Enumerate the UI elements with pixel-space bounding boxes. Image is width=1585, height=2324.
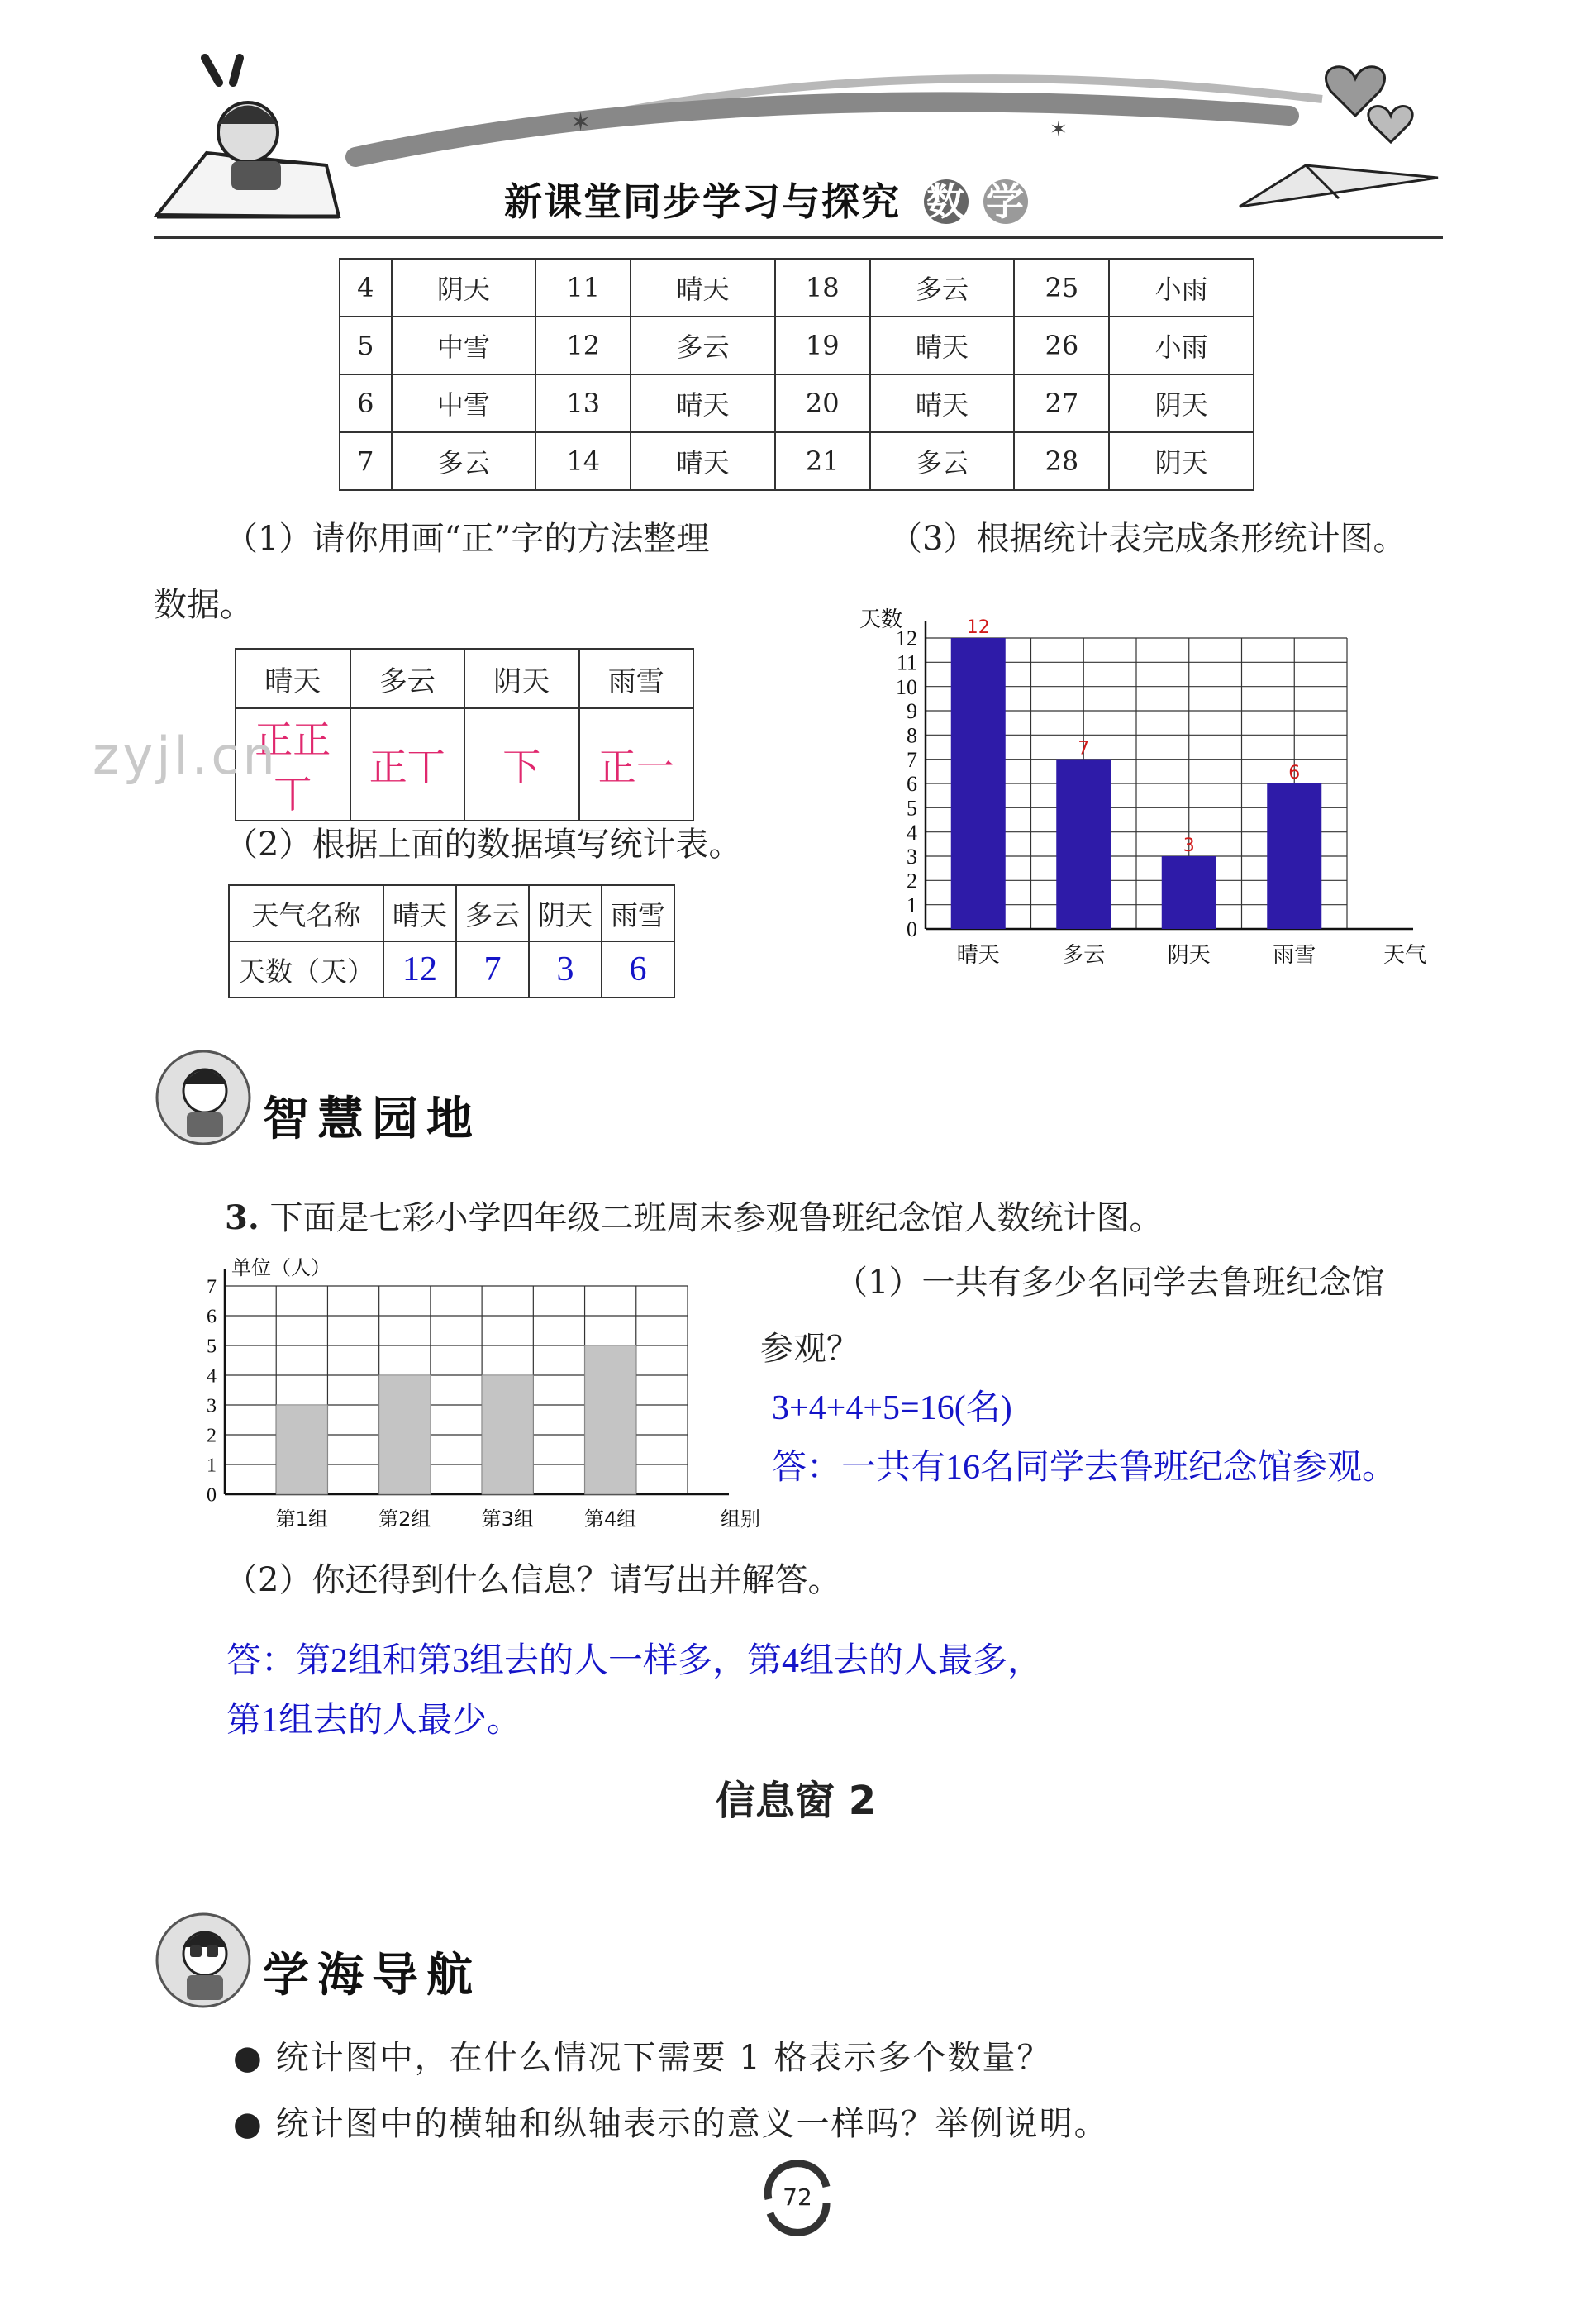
y-tick-label: 0: [907, 917, 917, 942]
sub1-line1: （1）一共有多少名同学去鲁班纪念馆: [835, 1264, 1385, 1302]
weather-cell: 阴天: [1109, 374, 1254, 432]
calc-text: 3+4+4+5=16(名): [772, 1389, 1012, 1427]
weather-cell: 多云: [870, 432, 1015, 490]
day-cell: 13: [535, 374, 631, 432]
y-tick-label: 6: [207, 1306, 217, 1328]
weather-cell: 晴天: [631, 374, 775, 432]
weather-row: [340, 317, 1254, 374]
day-cell: 6: [340, 374, 392, 432]
bar: [379, 1375, 431, 1494]
bar: [482, 1375, 533, 1494]
y-tick-label: 2: [907, 869, 917, 893]
x-axis-label: 组别: [721, 1507, 760, 1531]
stat-row-label: 天数（天）: [229, 941, 383, 998]
day-cell: 27: [1014, 374, 1109, 432]
day-cell: 11: [535, 259, 631, 317]
header-title: 新课堂同步学习与探究 数 学: [504, 172, 1028, 226]
tally-header: 多云: [350, 649, 465, 708]
subject-badge: 学: [983, 179, 1028, 224]
star-icon: ✶: [1050, 117, 1068, 142]
y-axis-label: 天数: [859, 607, 903, 632]
visitors-bar-chart: [190, 1248, 760, 1537]
weather-cell: 多云: [870, 259, 1015, 317]
day-cell: 7: [340, 432, 392, 490]
weather-cell: 晴天: [631, 432, 775, 490]
tally-header: 雨雪: [579, 649, 694, 708]
section-title-wisdom: 智慧园地: [263, 1093, 481, 1146]
stat-value: 12: [383, 941, 456, 998]
stat-value: 6: [602, 941, 674, 998]
stat-value: 7: [456, 941, 529, 998]
info-window-title: 信息窗 2: [716, 1778, 877, 1824]
header-rule: [154, 236, 1443, 239]
y-tick-label: 12: [896, 626, 917, 651]
weather-cell: 阴天: [1109, 432, 1254, 490]
category-label: 晴天: [956, 943, 1000, 968]
y-tick-label: 11: [896, 650, 917, 675]
tally-mark: 正正丅: [236, 708, 350, 821]
weather-cell: 阴天: [392, 259, 536, 317]
star-icon: ✶: [570, 108, 592, 137]
weather-cell: 晴天: [870, 374, 1015, 432]
tally-table: [235, 648, 694, 821]
weather-cell: 中雪: [392, 317, 536, 374]
stat-header-label: 天气名称: [229, 885, 383, 941]
weather-cell: 多云: [631, 317, 775, 374]
answer2-line2: 第1组去的人最少。: [226, 1702, 522, 1740]
sub1-line2: 参观？: [760, 1330, 859, 1368]
bar: [951, 638, 1006, 929]
value-label: 6: [1288, 763, 1301, 783]
bullet-item: ● 统计图中的横轴和纵轴表示的意义一样吗？举例说明。: [233, 2105, 1109, 2143]
category-label: 多云: [1062, 943, 1106, 968]
y-tick-label: 3: [207, 1395, 217, 1417]
day-cell: 25: [1014, 259, 1109, 317]
answer2-line1: 答：第2组和第3组去的人一样多，第4组去的人最多，: [226, 1642, 1043, 1680]
q3-text: （3）根据统计表完成条形统计图。: [889, 520, 1407, 558]
watermark: zyjl.cn: [93, 726, 278, 786]
y-axis-label: 单位（人）: [231, 1256, 331, 1279]
tally-mark: 下: [464, 708, 579, 821]
problem-number: 3.: [225, 1198, 259, 1237]
y-tick-label: 8: [907, 723, 917, 748]
tally-header: 晴天: [236, 649, 350, 708]
section-icon: [154, 1048, 253, 1150]
problem-text: 下面是七彩小学四年级二班周末参观鲁班纪念馆人数统计图。: [269, 1199, 1163, 1237]
y-tick-label: 4: [907, 820, 917, 845]
weather-cell: 晴天: [631, 259, 775, 317]
category-label: 第2组: [378, 1507, 431, 1531]
stat-value: 3: [529, 941, 602, 998]
category-label: 第1组: [275, 1507, 328, 1531]
day-cell: 18: [775, 259, 870, 317]
weather-row: [340, 259, 1254, 317]
bar: [1056, 760, 1111, 929]
y-tick-label: 7: [907, 747, 917, 772]
stat-category: 晴天: [383, 885, 456, 941]
day-cell: 26: [1014, 317, 1109, 374]
value-label: 3: [1183, 836, 1195, 856]
x-axis-label: 天气: [1383, 943, 1427, 968]
weather-table: [339, 258, 1254, 491]
weather-bar-chart: [843, 595, 1438, 983]
page-number: 72: [783, 2184, 812, 2211]
stat-category: 多云: [456, 885, 529, 941]
q1-line1: （1）请你用画“正”字的方法整理: [225, 520, 710, 558]
q2-text: （2）根据上面的数据填写统计表。: [225, 826, 742, 864]
weather-row: [340, 374, 1254, 432]
answer1-text: 答：一共有16名同学去鲁班纪念馆参观。: [772, 1449, 1397, 1487]
stat-category: 阴天: [529, 885, 602, 941]
y-tick-label: 4: [207, 1365, 217, 1388]
y-tick-label: 10: [896, 674, 917, 699]
y-tick-label: 5: [207, 1336, 217, 1358]
day-cell: 5: [340, 317, 392, 374]
section-icon: [154, 1911, 253, 2013]
tally-mark: 正丅: [350, 708, 465, 821]
day-cell: 4: [340, 259, 392, 317]
weather-cell: 晴天: [870, 317, 1015, 374]
hearts-icon: [1326, 67, 1412, 142]
weather-row: [340, 432, 1254, 490]
category-label: 第3组: [481, 1507, 534, 1531]
paper-plane-icon: [1240, 165, 1438, 207]
value-label: 7: [1078, 738, 1090, 760]
category-label: 雨雪: [1273, 943, 1316, 968]
q1-line2: 数据。: [154, 586, 253, 624]
y-tick-label: 1: [907, 893, 917, 917]
day-cell: 14: [535, 432, 631, 490]
bullet-item: ● 统计图中，在什么情况下需要 1 格表示多个数量？: [233, 2039, 1052, 2077]
y-tick-label: 2: [207, 1425, 217, 1447]
value-label: 12: [966, 617, 990, 638]
section-title-nav: 学海导航: [263, 1949, 481, 2003]
y-tick-label: 1: [207, 1455, 217, 1477]
day-cell: 12: [535, 317, 631, 374]
weather-cell: 小雨: [1109, 317, 1254, 374]
day-cell: 21: [775, 432, 870, 490]
y-tick-label: 3: [907, 845, 917, 869]
y-tick-label: 7: [207, 1276, 217, 1298]
weather-cell: 中雪: [392, 374, 536, 432]
bar: [1267, 783, 1321, 929]
day-cell: 20: [775, 374, 870, 432]
stat-table: [228, 884, 675, 998]
y-tick-label: 5: [907, 796, 917, 821]
bar: [585, 1345, 636, 1494]
y-tick-label: 0: [207, 1484, 217, 1507]
y-tick-label: 9: [907, 699, 917, 724]
day-cell: 28: [1014, 432, 1109, 490]
category-label: 阴天: [1167, 943, 1211, 968]
day-cell: 19: [775, 317, 870, 374]
stat-category: 雨雪: [602, 885, 674, 941]
weather-cell: 小雨: [1109, 259, 1254, 317]
tally-header: 阴天: [464, 649, 579, 708]
subject-badge: 数: [924, 179, 969, 224]
sub2-text: （2）你还得到什么信息？请写出并解答。: [225, 1561, 841, 1599]
weather-cell: 多云: [392, 432, 536, 490]
category-label: 第4组: [584, 1507, 637, 1531]
tally-mark: 正一: [579, 708, 694, 821]
bar: [276, 1405, 327, 1494]
bar: [1162, 856, 1216, 929]
page-number-badge: [752, 2162, 843, 2240]
y-tick-label: 6: [907, 772, 917, 797]
